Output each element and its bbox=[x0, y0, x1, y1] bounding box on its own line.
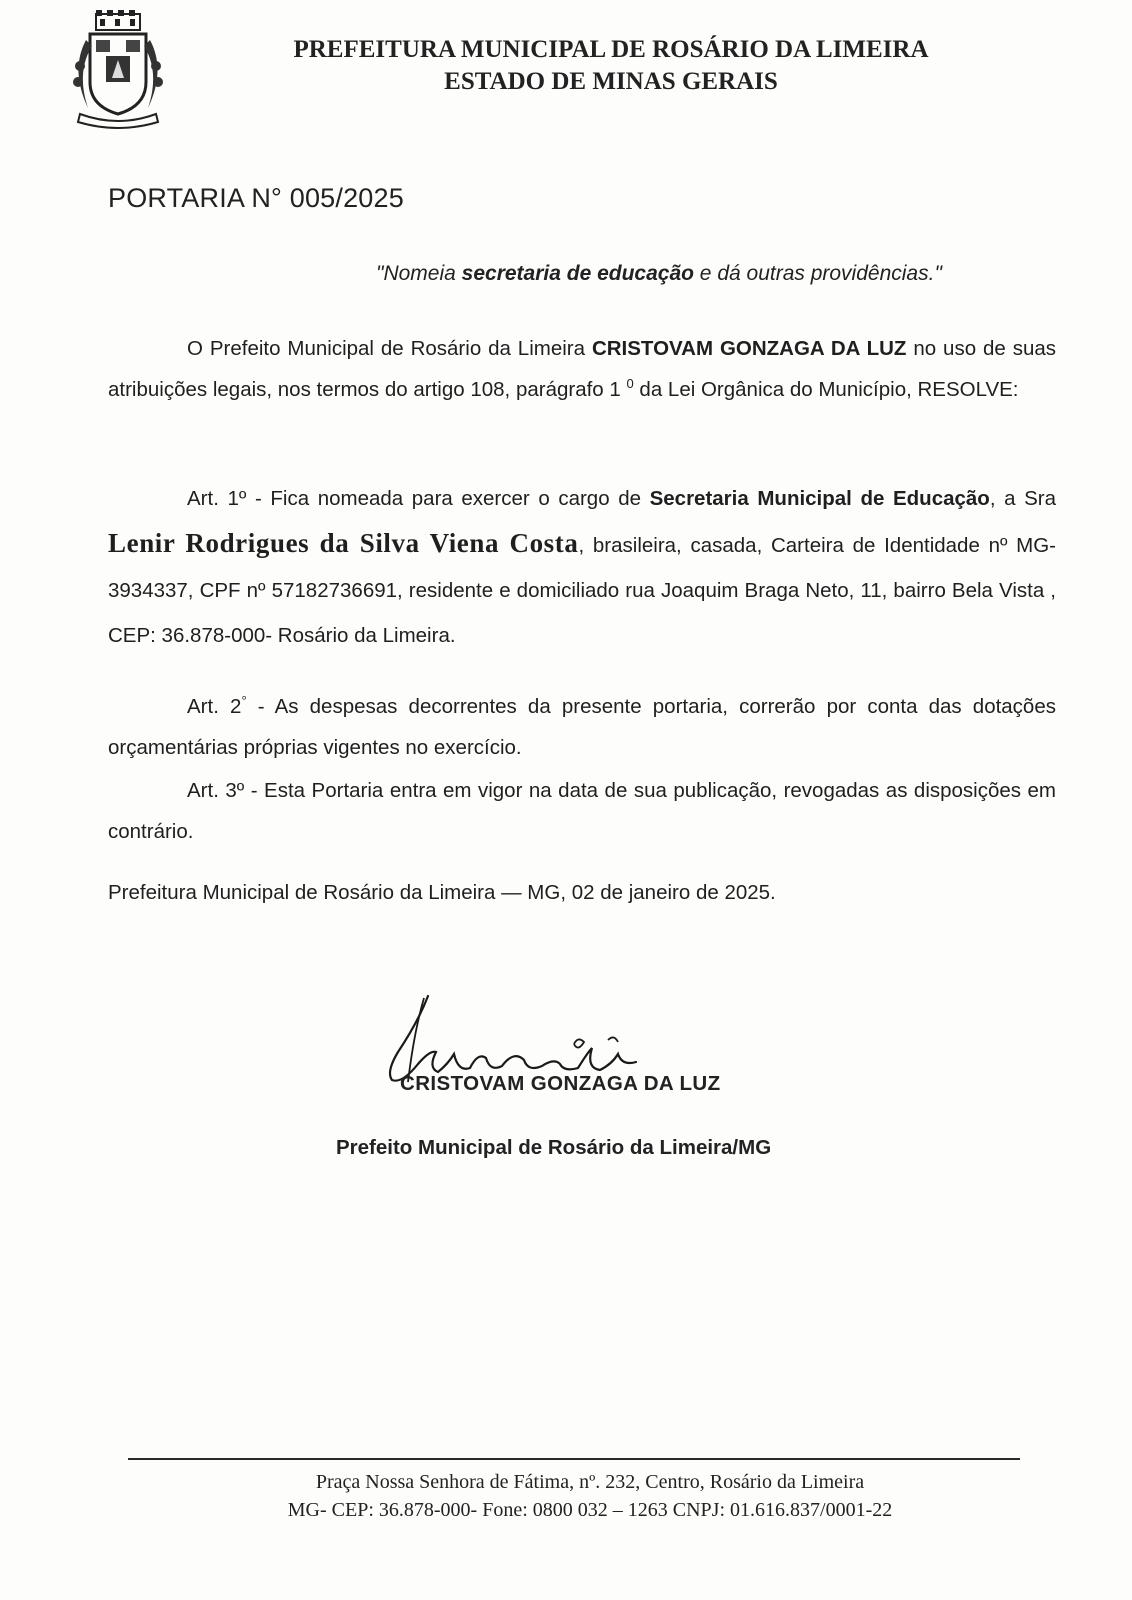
ementa-bold: secretaria de educação bbox=[461, 262, 694, 285]
signatory-name: CRISTOVAM GONZAGA DA LUZ bbox=[400, 1072, 721, 1095]
signatory-role: Prefeito Municipal de Rosário da Limeira/MG bbox=[336, 1136, 772, 1159]
preamble-paragraph bbox=[108, 328, 1056, 410]
preamble-text-a: O Prefeito Municipal de Rosário da Limeira bbox=[187, 337, 592, 360]
appointee-name: Lenir Rodrigues da Silva Viena Costa bbox=[108, 528, 579, 558]
article-2-text-a: Art. 2 bbox=[187, 695, 242, 718]
letterhead-line-1: PREFEITURA MUNICIPAL DE ROSÁRIO DA LIMEIRA bbox=[293, 36, 929, 63]
article-1-text-a: Art. 1º - Fica nomeada para exercer o cargo de bbox=[187, 487, 650, 510]
paragraph-superscript: 0 bbox=[626, 376, 634, 392]
ementa-open: "Nomeia bbox=[376, 262, 462, 285]
article-2-text-b: - As despesas decorrentes da presente portaria, correrão por conta das dotações orçamentárias próprias vigentes no exercício. bbox=[108, 695, 1056, 759]
article-1-text-c: , brasileira, casada, Carteira de Identidade nº MG-3934337, CPF nº 57182736691, residente e domiciliado rua Joaquim Braga Neto, 11, bairro Bela Vista , CEP: 36.878-000- Rosário da Limeira. bbox=[108, 534, 1057, 647]
preamble-text-c: da Lei Orgânica do Município, RESOLVE: bbox=[633, 378, 1019, 401]
ementa bbox=[376, 262, 942, 286]
ementa-close: e dá outras providências." bbox=[693, 262, 942, 285]
article-2 bbox=[108, 686, 1056, 768]
article-1 bbox=[108, 476, 1056, 658]
preamble-text-b: no uso de suas atribuições legais, nos termos do artigo 108, parágrafo 1 bbox=[108, 337, 1056, 401]
mayor-name: CRISTOVAM GONZAGA DA LUZ bbox=[591, 337, 907, 360]
appointed-position: Secretaria Municipal de Educação bbox=[649, 487, 990, 510]
date-line: Prefeitura Municipal de Rosário da Limeira — MG, 02 de janeiro de 2025. bbox=[108, 881, 776, 904]
municipal-coat-of-arms-icon bbox=[66, 10, 170, 130]
footer-line-2: MG- CEP: 36.878-000- Fone: 0800 032 – 1263 CNPJ: 01.616.837/0001-22 bbox=[287, 1499, 893, 1521]
document-title: PORTARIA N° 005/2025 bbox=[108, 183, 404, 213]
footer-address bbox=[200, 1468, 980, 1524]
footer-line-1: Praça Nossa Senhora de Fátima, nº. 232, Centro, Rosário da Limeira bbox=[315, 1471, 865, 1493]
letterhead-line-2: ESTADO DE MINAS GERAIS bbox=[444, 68, 778, 95]
article-3 bbox=[108, 770, 1056, 852]
footer-divider bbox=[128, 1458, 1020, 1460]
article-3-text: Art. 3º - Esta Portaria entra em vigor na data de sua publicação, revogadas as disposições em contrário. bbox=[108, 779, 1056, 843]
article-1-text-b: , a Sra bbox=[989, 487, 1057, 510]
article-2-superscript: ° bbox=[241, 693, 247, 709]
letterhead bbox=[226, 34, 996, 98]
